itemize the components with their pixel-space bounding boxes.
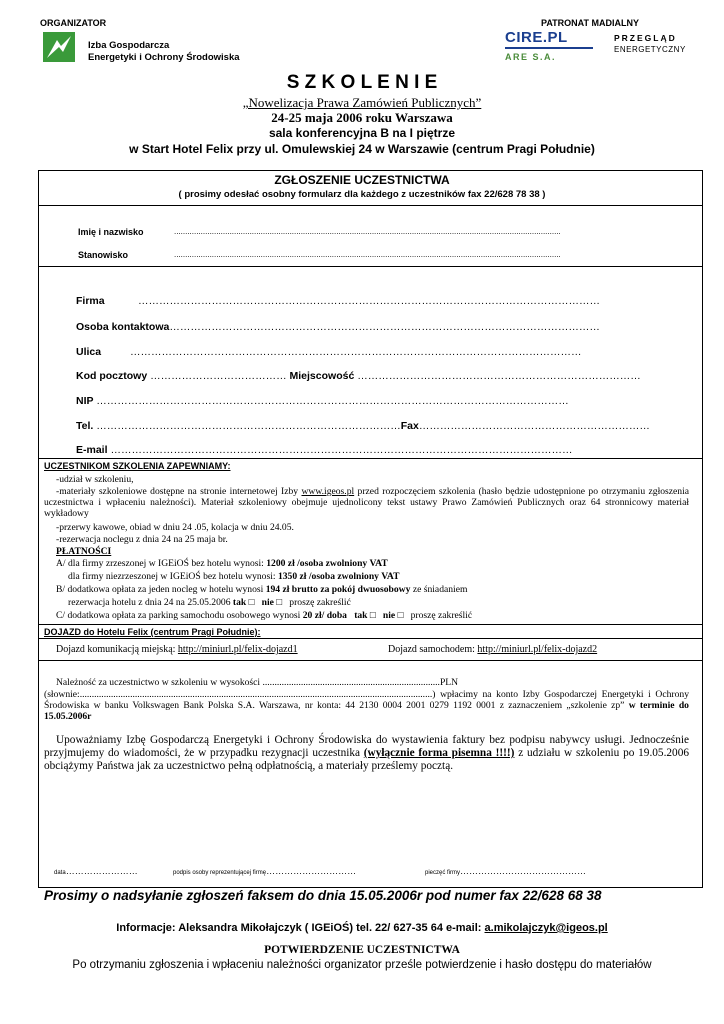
access-car	[388, 644, 597, 655]
payment-a2-price: 1350 zł /osoba zwolniony VAT	[277, 571, 400, 582]
email-label: E-mail	[76, 444, 108, 456]
payment-b1	[56, 584, 467, 595]
name-label: Imię i nazwisko	[78, 227, 144, 237]
postal-city-field[interactable]	[76, 370, 641, 382]
cire-logo-text: CIRE.PL	[505, 29, 568, 46]
provided-heading: UCZESTNIKOM SZKOLENIA ZAPEWNIAMY:	[44, 461, 231, 471]
signature-date-label: data	[54, 870, 66, 876]
signature-person-label: podpis osoby reprezentującej firmę	[173, 870, 267, 876]
payment-amount-line[interactable]: Należność za uczestnictwo w szkoleniu w wysokości ..........................................................................PLN	[56, 677, 459, 688]
provided-item-3: -przerwy kawowe, obiad w dniu 24 .05, kolacja w dniu 24.05.	[56, 522, 294, 533]
igeos-link[interactable]: www.igeos.pl	[301, 486, 355, 497]
postal-dots: …………………………………	[150, 370, 287, 382]
payment-deadline: w terminie do 15.05.2006r	[44, 700, 689, 722]
access-public	[56, 644, 298, 655]
provided-item-4: -rezerwacja noclegu z dnia 24 na 25 maja br.	[56, 534, 228, 545]
tel-dots: ……………………………………………………………………………	[96, 420, 401, 432]
provided-item-2-b: przed rozpoczęciem szkolenia (hasło będzie udostępnione po otrzymaniu zgłoszenia uczestnictwa i wpłaceniu należności). Materiał szkoleniowy obejmuje ujednolicony tekst ustawy Prawo Zamówień Publicznych oraz 64 stronnicowy materiał wykładowy	[44, 486, 690, 519]
contact-dots: ……………………………………………………………………………………………………………	[169, 321, 600, 333]
provided-item-2-a: -materiały szkoleniowe dostępne na stronie internetowej Izby	[56, 486, 302, 497]
tel-label: Tel.	[76, 420, 94, 432]
training-room: sala konferencyjna B na I piętrze	[268, 126, 456, 140]
payment-a1-price: 1200 zł /osoba zwolniony VAT	[266, 558, 388, 569]
nip-label: NIP	[76, 395, 94, 407]
email-dots: ……………………………………………………………………………………………………………………	[110, 444, 573, 456]
parking-yes-checkbox[interactable]: tak □	[354, 610, 376, 621]
fax-label: Fax	[400, 420, 419, 432]
training-venue: w Start Hotel Felix przy ul. Omulewskiej 24 w Warszawie (centrum Pragi Południe)	[129, 142, 595, 156]
deadline-notice: Prosimy o nadsyłanie zgłoszeń faksem do dnia 15.05.2006r pod numer fax 22/628 68 38	[44, 888, 602, 903]
authorization-text-a: Upoważniamy Izbę Gospodarczą Energetyki i Ochrony Środowiska do wystawienia faktury bez podpisu nabywcy usługi. Jednocześnie przyjmujemy do wiadomości, że w przypadku rezygnacji uczestnika	[44, 734, 689, 759]
divider	[38, 205, 702, 206]
street-dots: …………………………………………………………………………………………………………………	[130, 346, 582, 358]
are-logo-text: ARE S.A.	[505, 52, 557, 62]
contact-info	[0, 922, 724, 934]
authorization-written-form: (wyłącznie forma pisemna !!!!)	[363, 747, 515, 759]
signature-person[interactable]	[173, 866, 356, 876]
signature-date-dots: ……………………	[65, 866, 138, 876]
street-label: Ulica	[76, 346, 102, 358]
tel-fax-field[interactable]	[76, 420, 650, 432]
signature-person-dots: …………………………	[266, 866, 357, 876]
form-note: ( prosimy odesłać osobny formularz dla każdego z uczestników fax 22/628 78 38 )	[178, 189, 546, 200]
organizer-name-line2: Energetyki i Ochrony Środowiska	[88, 52, 240, 63]
authorization-text	[44, 734, 689, 773]
car-route-link[interactable]: http://miniurl.pl/felix-dojazd2	[477, 644, 598, 655]
training-subtitle: „Nowelizacja Prawa Zamówień Publicznych”	[242, 95, 482, 110]
email-field[interactable]	[76, 444, 572, 456]
payment-c1	[56, 610, 472, 621]
payment-c1-price: 20 zł/ doba	[302, 610, 347, 621]
company-field[interactable]	[76, 295, 600, 307]
provided-item-1: -udział w szkoleniu,	[56, 474, 134, 485]
payment-account-text-a: (słownie:...................................................................................................................................................) wpłacimy na konto Izby Gospodarczej Energetyki i Ochrony Środowiska w banku Volkswagen Bank Polska S.A. Warszawa, nr konta: 44 2130 0004 2001 0279 1192 0001 z zaznaczeniem „szkolenie zp”	[44, 689, 689, 711]
city-label: Miejscowość	[289, 370, 355, 382]
page-title: S Z K O L E N I E	[286, 72, 438, 93]
name-dots: ..............................................................................................................................................................................	[174, 227, 561, 236]
position-dots: ..............................................................................................................................................................................	[174, 250, 561, 259]
payment-b1-end: ze śniadaniem	[410, 584, 468, 595]
nip-dots: ………………………………………………………………………………………………………………………	[96, 395, 569, 407]
position-field[interactable]	[78, 250, 561, 260]
organizer-logo	[43, 32, 75, 62]
payment-b1-text: B/ dodatkowa opłata za jeden nocleg w hotelu wynosi	[56, 584, 266, 595]
contact-info-text: Informacje: Aleksandra Mikołajczyk ( IGEiOŚ) tel. 22/ 627-35 64 e-mail:	[116, 922, 485, 934]
divider	[38, 624, 702, 625]
provided-item-2	[44, 486, 689, 519]
divider	[38, 660, 702, 661]
organizer-name-line1: Izba Gospodarcza	[88, 40, 170, 51]
payment-a2-text: dla firmy niezrzeszonej w IGEiOŚ bez hotelu wynosi:	[68, 571, 278, 582]
cire-logo-bar	[505, 47, 593, 49]
payment-a1-text: A/ dla firmy zrzeszonej w IGEiOŚ bez hotelu wynosi:	[56, 558, 267, 569]
payment-b1-price: 194 zł brutto za pokój dwuosobowy	[265, 584, 411, 595]
contact-email-link[interactable]: a.mikolajczyk@igeos.pl	[484, 922, 608, 934]
divider	[38, 638, 702, 639]
training-date: 24-25 maja 2006 roku Warszawa	[271, 110, 453, 125]
payment-c1-end: proszę zakreślić	[410, 610, 473, 621]
postal-label: Kod pocztowy	[76, 370, 148, 382]
street-field[interactable]	[76, 346, 582, 358]
organizer-name	[88, 40, 240, 64]
signature-stamp[interactable]	[425, 866, 586, 876]
signature-date[interactable]	[54, 866, 138, 876]
access-public-label: Dojazd komunikacją miejską:	[56, 644, 178, 655]
hotel-yes-checkbox[interactable]: tak □	[232, 597, 255, 608]
divider	[38, 458, 702, 459]
divider	[38, 266, 702, 267]
name-field[interactable]	[78, 227, 561, 237]
fax-dots: …………………………………………………………	[418, 420, 650, 432]
confirmation-heading: POTWIERDZENIE UCZESTNICTWA	[264, 944, 460, 956]
city-dots: ………………………………………………………………………	[357, 370, 641, 382]
signature-stamp-dots: ……………………………………	[460, 866, 587, 876]
payments-heading: PŁATNOŚCI	[56, 546, 112, 557]
form-heading: ZGŁOSZENIE UCZESTNICTWA	[274, 173, 450, 187]
hotel-no-checkbox[interactable]: nie □	[261, 597, 283, 608]
contact-label: Osoba kontaktowa	[76, 321, 170, 333]
access-heading: DOJAZD do Hotelu Felix (centrum Pragi Południe):	[44, 627, 261, 637]
company-dots: ……………………………………………………………………………………………………………………	[138, 295, 600, 307]
payment-a2	[68, 571, 400, 582]
authorization-text-c: z udziału w szkoleniu po 19.05.2006 obciążymy Państwa jak za uczestnictwo pełną odpłatnością, a materiały prześlemy pocztą.	[44, 747, 689, 772]
public-transport-link[interactable]: http://miniurl.pl/felix-dojazd1	[177, 644, 298, 655]
przeglad-logo-line2: ENERGETYCZNY	[614, 45, 686, 54]
nip-field[interactable]	[76, 395, 569, 407]
payment-b2-end: proszę zakreślić	[289, 597, 351, 608]
media-patron-label: PATRONAT MADIALNY	[541, 18, 639, 28]
parking-no-checkbox[interactable]: nie □	[382, 610, 404, 621]
signature-stamp-label: pieczęć firmy	[425, 870, 461, 876]
position-label: Stanowisko	[78, 250, 129, 260]
payment-b2	[68, 597, 351, 608]
payment-account-text	[44, 689, 689, 722]
lightning-leaf-icon	[43, 32, 75, 62]
payment-c1-text: C/ dodatkowa opłata za parking samochodu osobowego wynosi	[56, 610, 303, 621]
confirmation-text: Po otrzymaniu zgłoszenia i wpłaceniu należności organizator prześle potwierdzenie i hasło dostępu do materiałów	[72, 959, 652, 971]
contact-field[interactable]	[76, 321, 600, 333]
company-label: Firma	[76, 295, 105, 307]
cire-logo	[505, 30, 597, 62]
organizer-label: ORGANIZATOR	[40, 18, 107, 28]
access-car-label: Dojazd samochodem:	[388, 644, 478, 655]
przeglad-logo-line1: PRZEGLĄD	[614, 33, 677, 43]
payment-a1	[56, 558, 388, 569]
payment-b2-text: rezerwacja hotelu z dnia 24 na 25.05.2006	[68, 597, 233, 608]
